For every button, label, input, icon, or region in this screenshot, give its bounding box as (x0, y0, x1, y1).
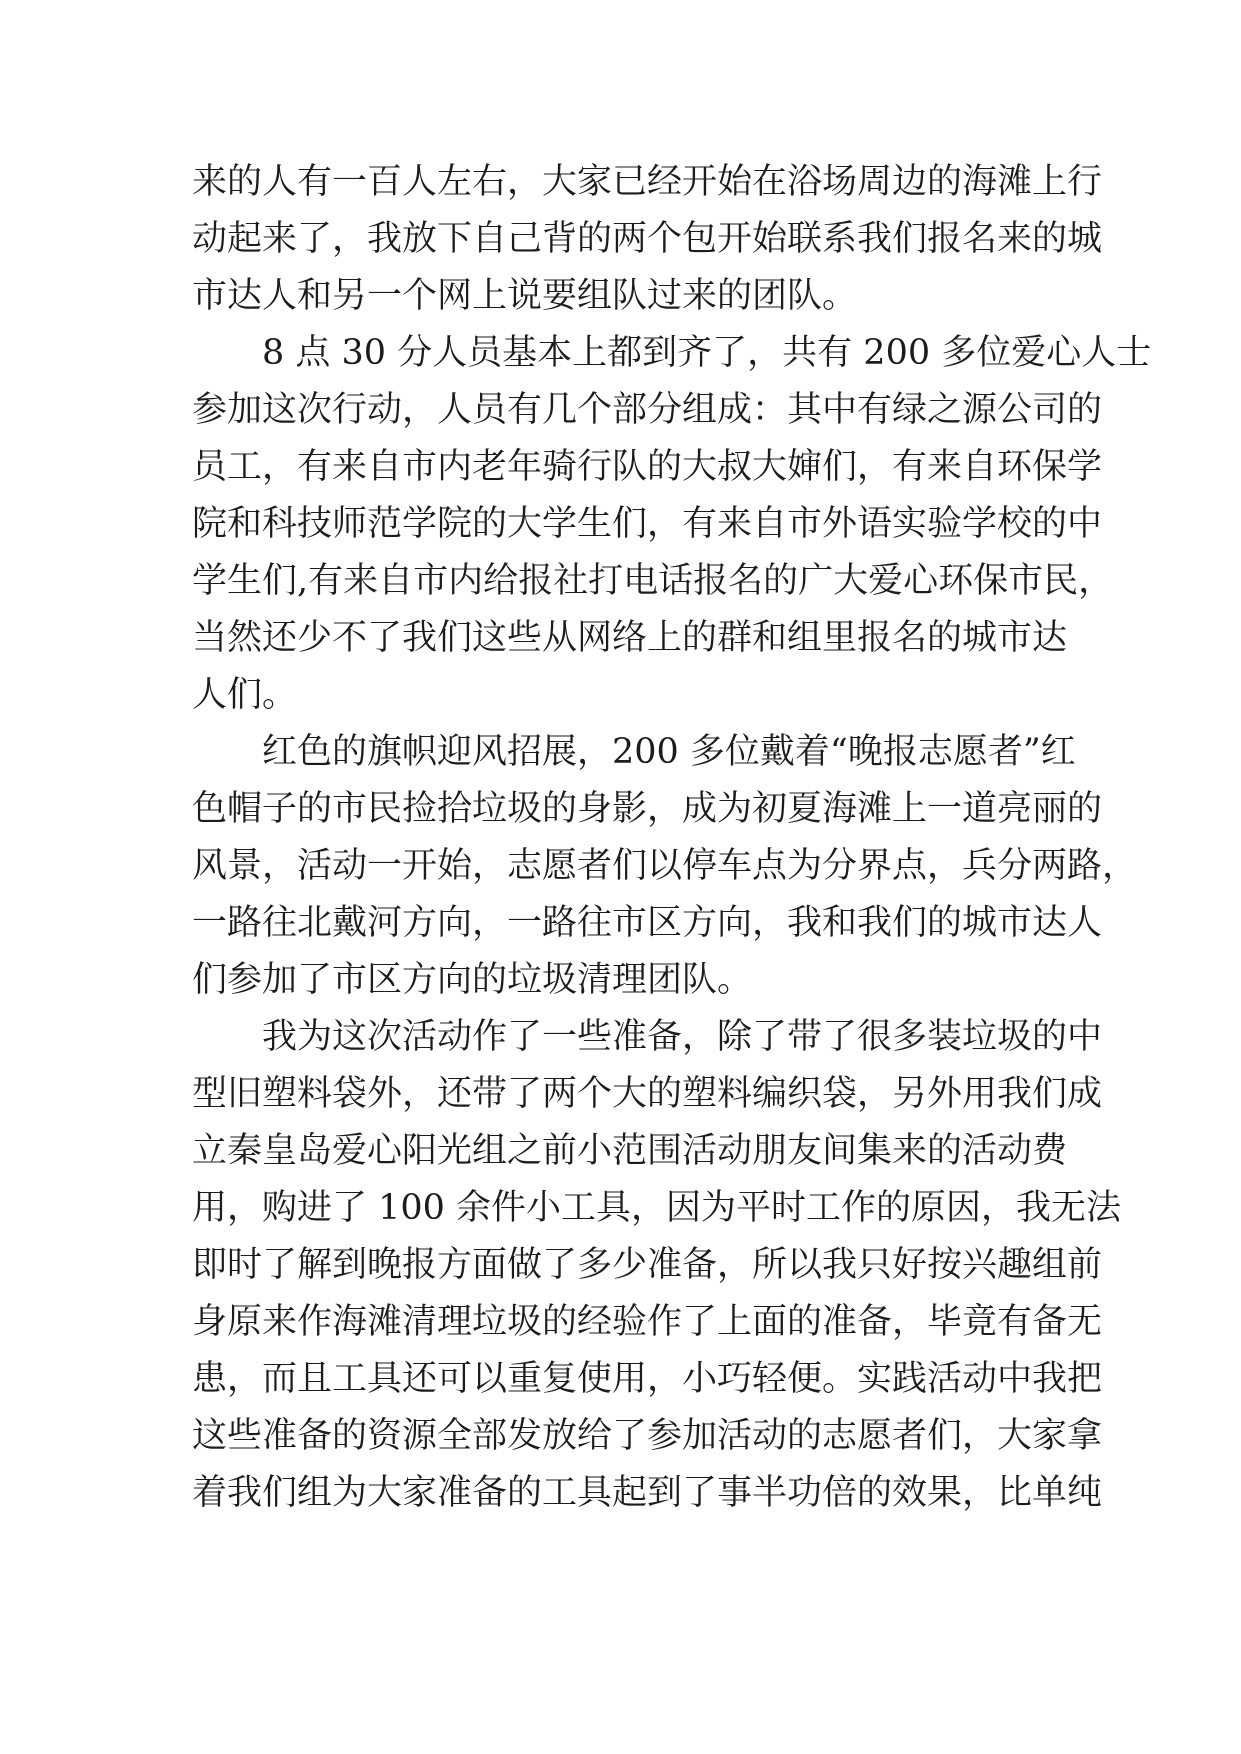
text-line: 风景，活动一开始，志愿者们以停车点为分界点，兵分两路， (192, 846, 1138, 886)
text-line: 院和科技师范学院的大学生们，有来自市外语实验学校的中 (192, 504, 1103, 544)
text-line: 们参加了市区方向的垃圾清理团队。 (192, 960, 753, 1000)
text-line: 即时了解到晚报方面做了多少准备，所以我只好按兴趣组前 (192, 1245, 1103, 1285)
text-line: 一路往北戴河方向，一路往市区方向，我和我们的城市达人 (192, 903, 1103, 943)
paragraph-first-line: 我为这次活动作了一些准备，除了带了很多装垃圾的中 (262, 1017, 1103, 1057)
text-line: 学生们,有来自市内给报社打电话报名的广大爱心环保市民， (192, 561, 1114, 601)
text-line: 立秦皇岛爱心阳光组之前小范围活动朋友间集来的活动费 (192, 1131, 1068, 1171)
text-line: 当然还少不了我们这些从网络上的群和组里报名的城市达 (192, 618, 1068, 658)
text-line: 型旧塑料袋外，还带了两个大的塑料编织袋，另外用我们成 (192, 1074, 1103, 1114)
paragraph-first-line: 8 点 30 分人员基本上都到齐了，共有 200 多位爱心人士 (262, 333, 1152, 373)
text-line: 动起来了，我放下自己背的两个包开始联系我们报名来的城 (192, 219, 1103, 259)
text-line: 着我们组为大家准备的工具起到了事半功倍的效果，比单纯 (192, 1473, 1103, 1513)
paragraph-first-line: 红色的旗帜迎风招展，200 多位戴着“晚报志愿者”红 (262, 732, 1076, 772)
text-line: 身原来作海滩清理垃圾的经验作了上面的准备，毕竟有备无 (192, 1302, 1103, 1342)
text-line: 员工，有来自市内老年骑行队的大叔大婶们，有来自环保学 (192, 447, 1103, 487)
text-line: 来的人有一百人左右，大家已经开始在浴场周边的海滩上行 (192, 162, 1103, 202)
text-line: 用，购进了 100 余件小工具，因为平时工作的原因，我无法 (192, 1188, 1122, 1228)
text-line: 人们。 (192, 675, 298, 715)
body-text (192, 154, 1152, 1522)
text-line: 参加这次行动，人员有几个部分组成：其中有绿之源公司的 (192, 390, 1103, 430)
text-line: 市达人和另一个网上说要组队过来的团队。 (192, 276, 858, 316)
text-line: 色帽子的市民捡拾垃圾的身影，成为初夏海滩上一道亮丽的 (192, 789, 1103, 829)
text-line: 这些准备的资源全部发放给了参加活动的志愿者们，大家拿 (192, 1416, 1103, 1456)
text-line: 患，而且工具还可以重复使用，小巧轻便。实践活动中我把 (192, 1359, 1103, 1399)
